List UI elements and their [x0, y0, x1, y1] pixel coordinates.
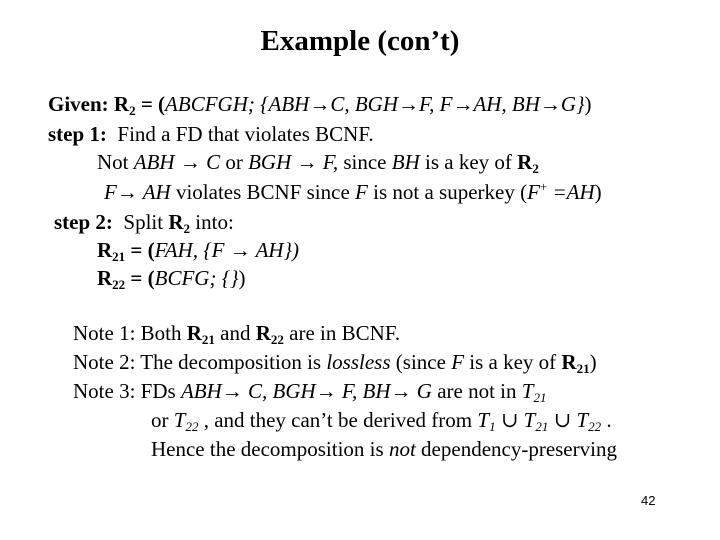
given-line — [48, 92, 592, 116]
note3-t-sub: 21 — [533, 390, 547, 405]
note3-line3 — [151, 437, 617, 461]
step1-sup: + — [539, 179, 548, 194]
step1-close: ) — [594, 180, 602, 204]
note3-line — [73, 379, 546, 403]
step2-rest: into: — [190, 210, 234, 234]
step1-or: or — [220, 150, 249, 174]
step1-fd2: BGH → F, — [248, 150, 339, 174]
slide-title: Example (con’t) — [260, 25, 460, 57]
note2-text: Note 2: The decomposition is — [73, 350, 327, 374]
note1-r2-sub: 22 — [270, 332, 284, 347]
step1-r: R — [517, 150, 533, 174]
page-number: 42 — [641, 493, 656, 508]
note1-r1-sub: 21 — [201, 332, 215, 347]
note3-t: T — [521, 379, 534, 403]
step1-label: step 1: — [48, 122, 107, 146]
note3-t22b-sub: 22 — [588, 419, 602, 434]
step1-r-sub: 2 — [532, 161, 539, 176]
r22-line — [97, 266, 246, 290]
r22-val: BCFG; {} — [154, 266, 239, 290]
step1-since: since — [338, 150, 392, 174]
note3-fds: ABH→ C, BGH→ F, BH→ G — [180, 379, 432, 403]
note3-line2 — [151, 408, 612, 432]
note1-and: and — [214, 321, 256, 345]
r22-eq: = ( — [125, 266, 155, 290]
r21-r: R — [97, 238, 113, 262]
given-sub: 2 — [129, 103, 136, 118]
note3-end: . — [601, 408, 612, 432]
note3-t22-sub: 22 — [185, 419, 199, 434]
step1-fplus: F — [527, 180, 540, 204]
note3-or: or — [151, 408, 174, 432]
step1-f: F — [355, 180, 368, 204]
step1-text: Find a FD that violates BCNF. — [117, 122, 374, 146]
note3-hence: Hence the decomposition is — [151, 437, 389, 461]
note3-t1: T — [477, 408, 490, 432]
step1-mid: violates BCNF since — [170, 180, 356, 204]
note3-t1-sub: 1 — [489, 419, 496, 434]
step1-rest: is a key of — [419, 150, 518, 174]
step1-eq: =AH — [547, 180, 595, 204]
note2-rest: is a key of — [464, 350, 562, 374]
r22-sub: 22 — [112, 277, 126, 292]
given-close: ) — [584, 92, 592, 116]
note3-mid: , and they can’t be derived from — [198, 408, 478, 432]
step2-label: step 2: — [54, 210, 113, 234]
note1-text: Note 1: Both — [73, 321, 187, 345]
step1-fd1: ABH → C — [133, 150, 221, 174]
given-eq: = ( — [135, 92, 166, 116]
note3-text: Note 3: FDs — [73, 379, 181, 403]
note1-rest: are in BCNF. — [283, 321, 401, 345]
note1-line — [73, 321, 400, 345]
r21-close: ) — [292, 238, 299, 262]
note2-close: ) — [589, 350, 597, 374]
r21-val: FAH, {F → AH} — [154, 238, 292, 262]
note3-rest: are not in — [431, 379, 522, 403]
r22-close: ) — [238, 266, 246, 290]
step1-line — [48, 122, 374, 146]
given-label: Given: R — [48, 92, 130, 116]
note3-dep: dependency-preserving — [415, 437, 617, 461]
note2-r: R — [561, 350, 577, 374]
note2-lossless: lossless — [326, 350, 391, 374]
note3-t22: T — [173, 408, 186, 432]
note2-r-sub: 21 — [576, 361, 590, 376]
note1-r2: R — [255, 321, 271, 345]
step2-text: Split — [123, 210, 169, 234]
given-schema: ABCFGH; {ABH→C, BGH→F, F→AH, BH→G} — [165, 92, 585, 116]
step1-mid2: is not a superkey ( — [367, 180, 528, 204]
step1-line2 — [97, 150, 539, 174]
step1-fd: F→ AH — [104, 180, 171, 204]
step2-line — [54, 210, 234, 234]
note3-union1: ∪ — [495, 408, 524, 432]
r22-r: R — [97, 266, 113, 290]
step1-bh: BH — [391, 150, 420, 174]
step2-r: R — [168, 210, 184, 234]
r21-eq: = ( — [125, 238, 155, 262]
step1-not: Not — [97, 150, 134, 174]
step2-r-sub: 2 — [183, 221, 191, 236]
note3-t21: T — [523, 408, 536, 432]
note3-not: not — [388, 437, 416, 461]
note1-r1: R — [186, 321, 202, 345]
note2-line — [73, 350, 597, 374]
note2-since: (since — [390, 350, 452, 374]
note3-t22b: T — [576, 408, 589, 432]
step1-line3 — [104, 180, 602, 204]
note2-f: F — [451, 350, 465, 374]
note3-union2: ∪ — [548, 408, 577, 432]
r21-sub: 21 — [112, 249, 126, 264]
r21-line — [97, 238, 299, 262]
note3-t21-sub: 21 — [535, 419, 549, 434]
